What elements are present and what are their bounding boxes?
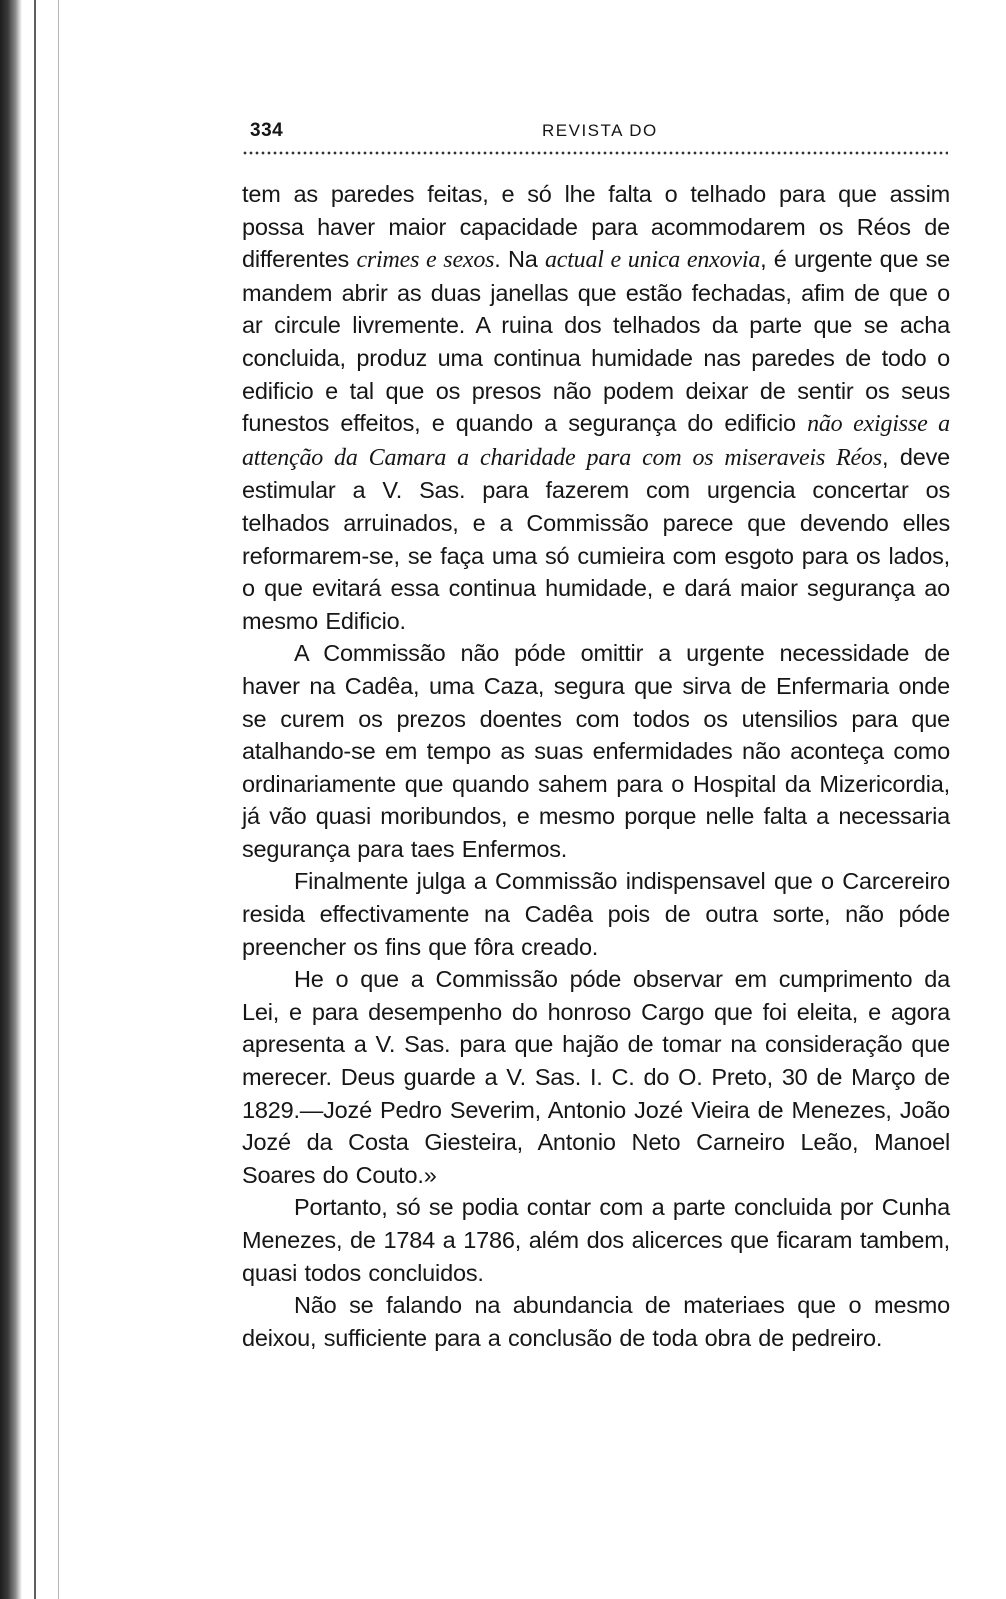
text-run: Não se falando na abundancia de materiaes que o mesmo deixou, sufficiente para a conclusão de toda obra de pedreiro. bbox=[242, 1292, 950, 1351]
body-text bbox=[242, 178, 950, 1354]
scan-edge-line bbox=[34, 0, 36, 1599]
running-head: REVISTA DO bbox=[542, 121, 658, 140]
text-run: , deve estimular a V. Sas. para fazerem com urgencia concertar os telhados arruinados, e a Commissão parece que devendo elles reformarem-se, se faça uma só cumieira com esgoto para os lados, o que evitará essa continua humidade, e dará maior segurança ao mesmo Edificio. bbox=[242, 443, 950, 634]
paragraph bbox=[242, 1289, 950, 1354]
paragraph bbox=[242, 178, 950, 637]
text-run: A Commissão não póde omittir a urgente necessidade de haver na Cadêa, uma Caza, segura que sirva de Enfermaria onde se curem os prezos doentes com todos os utensilios para que atalhando-se em tempo as suas enfermidades não aconteça como ordinariamente que quando sahem para o Hospital da Mizericordia, já vão quasi moribundos, e mesmo porque nelle falta a necessaria segurança para taes Enfermos. bbox=[242, 640, 950, 862]
text-run: Finalmente julga a Commissão indispensavel que o Carcereiro resida effectivamente na Cadêa pois de outra sorte, não póde preencher os fins que fôra creado. bbox=[242, 868, 950, 960]
italic-text: crimes e sexos bbox=[356, 247, 495, 274]
document-page bbox=[242, 110, 952, 1351]
paragraph bbox=[242, 637, 950, 865]
scan-binding-edge bbox=[0, 0, 22, 1599]
text-run: He o que a Commissão póde observar em cumprimento da Lei, e para desempenho do honroso Cargo que foi eleita, e agora apresenta a V. Sas. para que hajão de tomar na consideração que merecer. Deus guarde a V. Sas. I. C. do O. Preto, 30 de Março de 1829.—Jozé Pedro Severim, Antonio Jozé Vieira de Menezes, João Jozé da Costa Giesteira, Antonio Neto Carneiro Leão, Manoel Soares do Couto.» bbox=[242, 966, 950, 1188]
text-run: . Na bbox=[494, 246, 545, 273]
paragraph bbox=[242, 963, 950, 1191]
header-rule bbox=[242, 151, 948, 155]
paragraph bbox=[242, 1191, 950, 1289]
paragraph bbox=[242, 865, 950, 963]
page-header bbox=[242, 110, 952, 140]
text-run: tem as paredes feitas, e só lhe falta o telhado para que assim possa haver maior capacidade para acommodarem os Réos de differentes bbox=[242, 181, 950, 273]
italic-text: não exigisse a attenção da Camara a charidade para com os miseraveis Réos bbox=[242, 411, 950, 471]
scan-edge-line bbox=[58, 0, 59, 1599]
italic-text: actual e unica enxovia bbox=[544, 247, 761, 274]
text-run: , é urgente que se mandem abrir as duas janellas que estão fechadas, afim de que o ar circule livremente. A ruina dos telhados da parte que se acha concluida, produz uma continua humidade nas paredes de todo o edificio e tal que os presos não podem deixar de sentir os seus funestos effeitos, e quando a segurança do edificio bbox=[242, 246, 951, 437]
page-number: 334 bbox=[250, 120, 284, 141]
text-run: Portanto, só se podia contar com a parte concluida por Cunha Menezes, de 1784 a 1786, além dos alicerces que ficaram tambem, quasi todos concluidos. bbox=[242, 1194, 950, 1286]
